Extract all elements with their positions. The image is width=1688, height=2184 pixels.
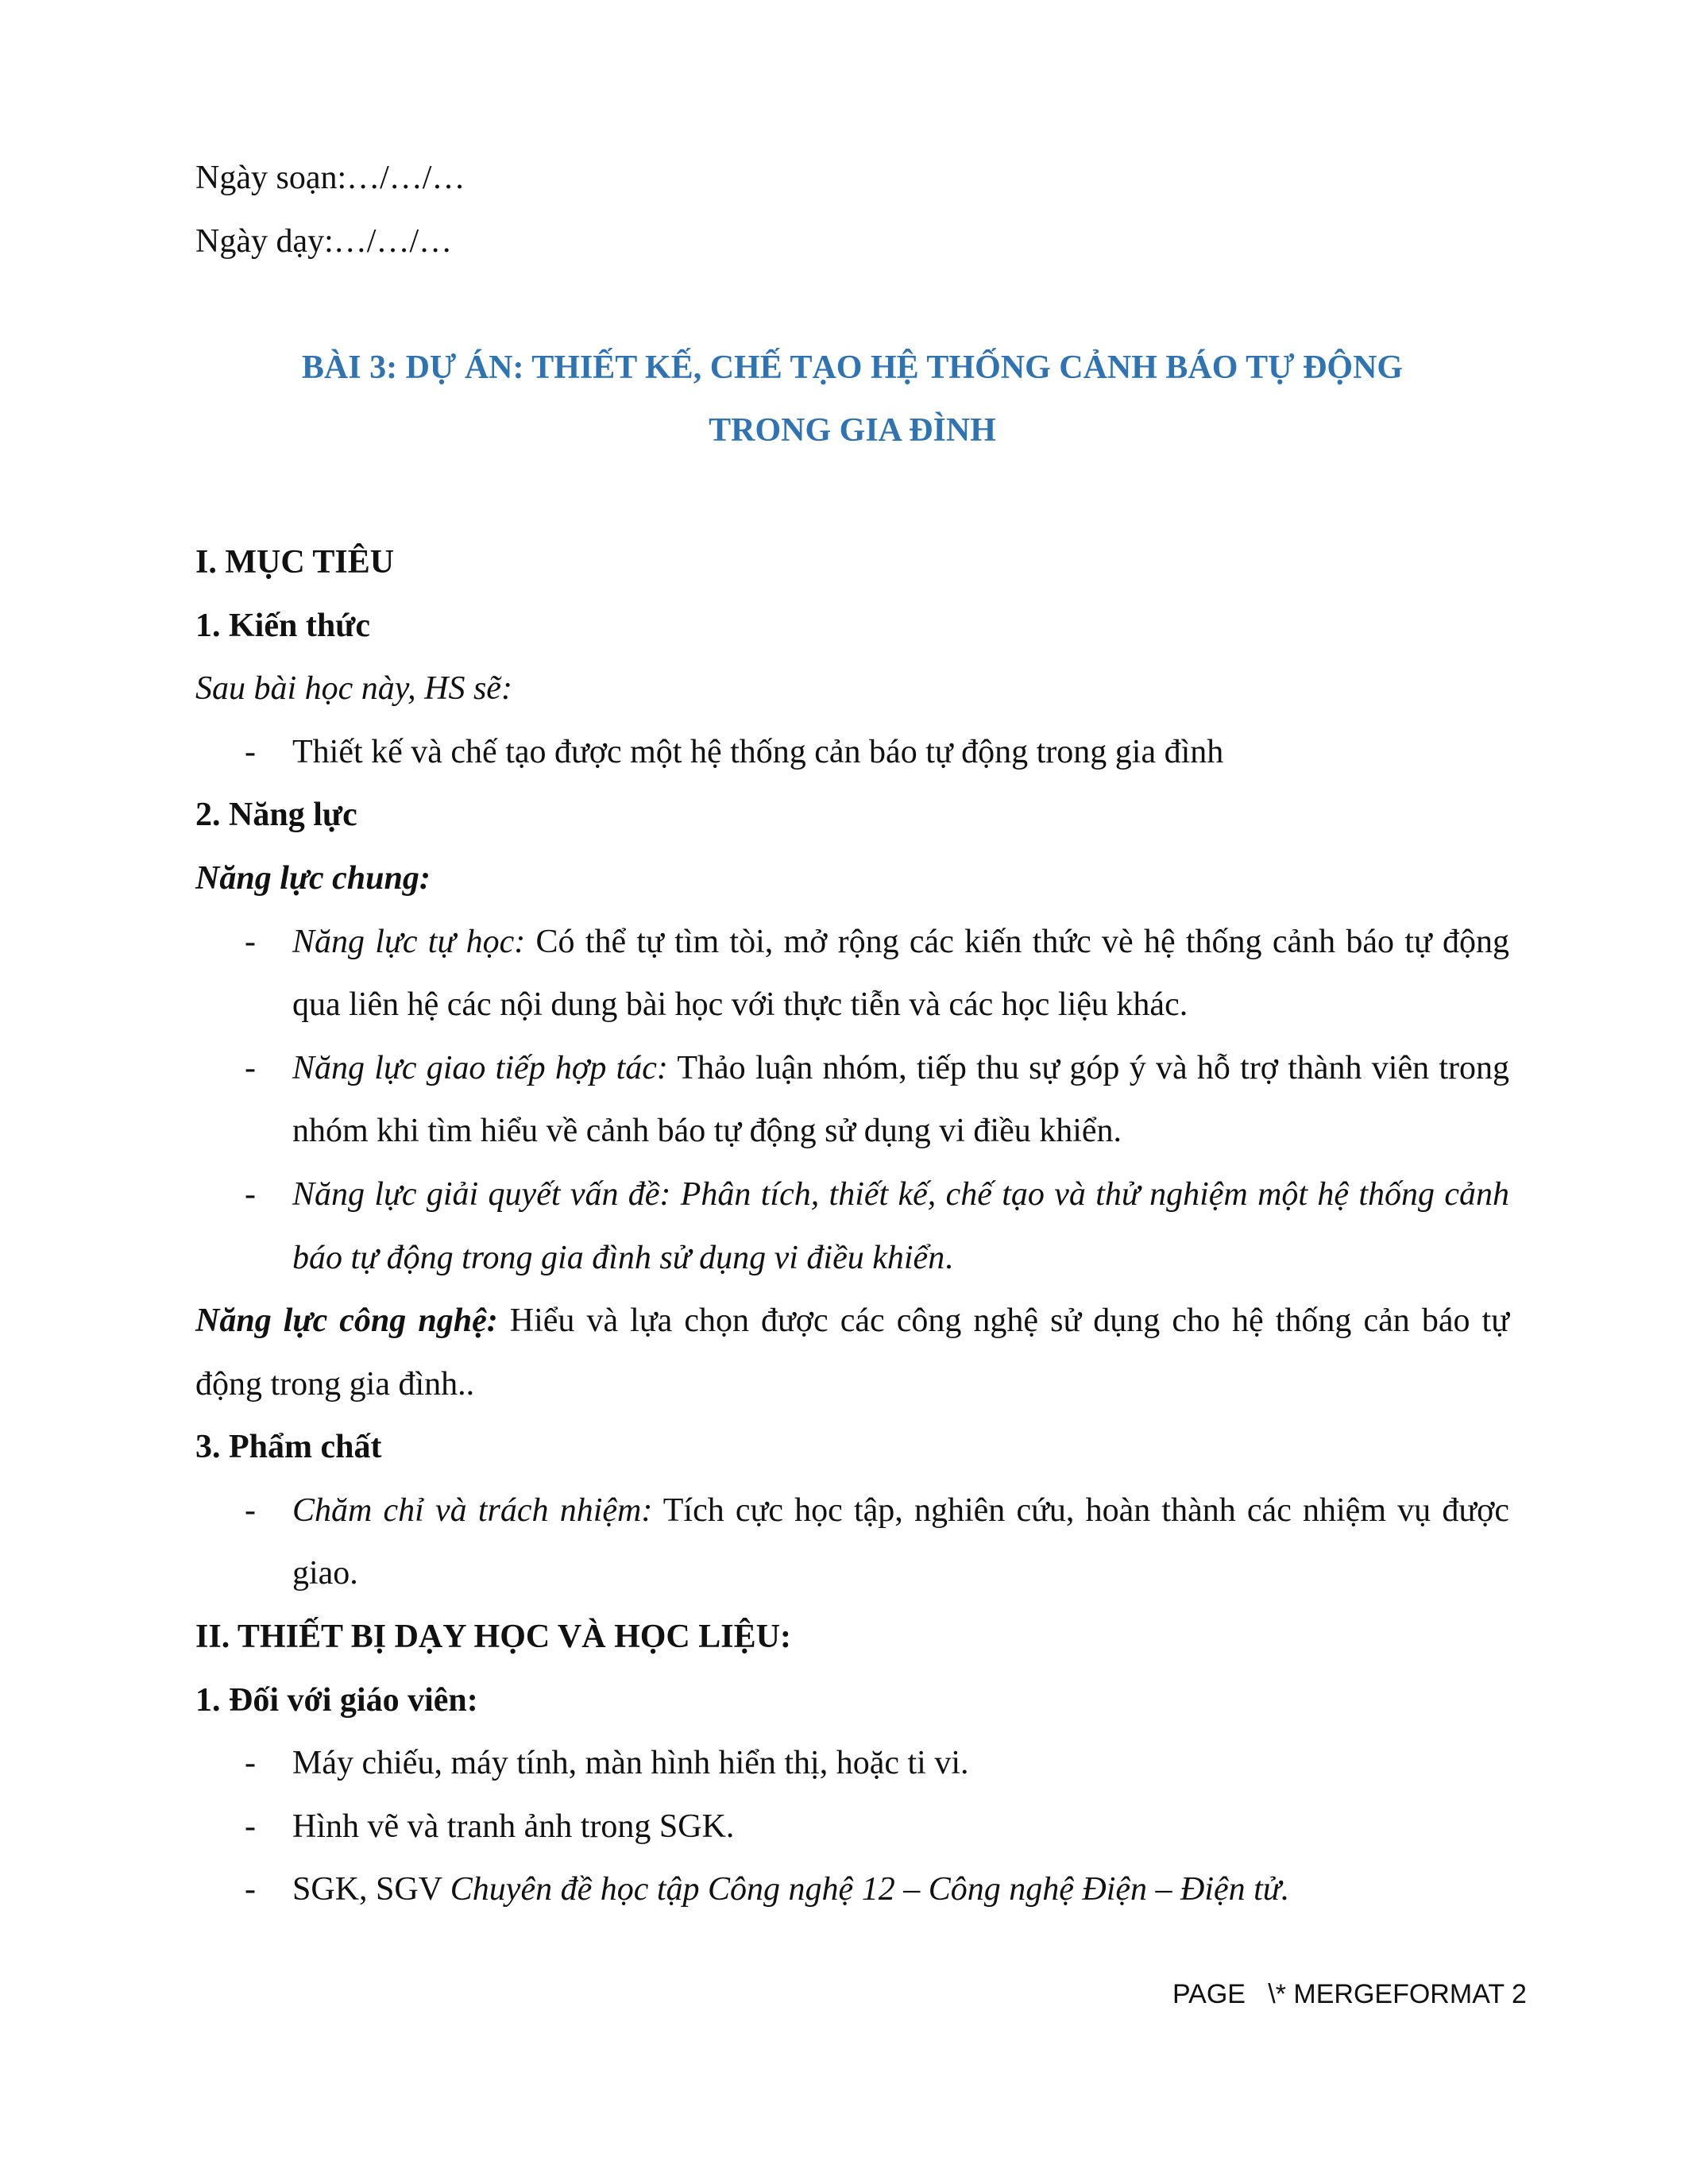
list-item <box>195 721 1509 785</box>
list-item-text: Máy chiếu, máy tính, màn hình hiển thị, hoặc ti vi. <box>292 1745 969 1782</box>
list-item <box>195 1796 1509 1859</box>
bullet-dash: - <box>245 733 256 770</box>
list-item <box>195 1480 1509 1606</box>
list-item-text: . <box>944 1239 953 1276</box>
list-item-label: Năng lực giải quyết vấn đề: Phân tích, thiết kế, chế tạo và thử nghiệm một hệ thống cảnh báo tự động trong gia đình sử dụng vi điều khiển <box>292 1175 1509 1276</box>
list-item-text: Thảo luận nhóm, tiếp thu sự góp ý và hỗ trợ thành viên trong nhóm khi tìm hiểu về cảnh báo tự động sử dụng vi điều khiển. <box>292 1049 1510 1150</box>
bullet-dash: - <box>245 1491 256 1529</box>
list-item <box>195 1732 1509 1796</box>
subheading-competence: 2. Năng lực <box>195 797 357 834</box>
list-item-text: Tích cực học tập, nghiên cứu, hoàn thành các nhiệm vụ được giao. <box>292 1491 1509 1592</box>
bullet-dash: - <box>245 1745 256 1782</box>
section-heading-equipment: II. THIẾT BỊ DẠY HỌC VÀ HỌC LIỆU: <box>195 1619 791 1656</box>
page-footer: PAGE \* MERGEFORMAT 2 <box>1172 1979 1527 2009</box>
knowledge-intro: Sau bài học này, HS sẽ: <box>195 670 512 708</box>
section-heading-objectives: I. MỤC TIÊU <box>195 543 395 581</box>
bullet-dash: - <box>245 1049 256 1086</box>
technology-competence <box>195 1290 1509 1416</box>
list-item-text: SGK, SGV <box>292 1871 450 1908</box>
lesson-title-line1: BÀI 3: DỰ ÁN: THIẾT KẾ, CHẾ TẠO HỆ THỐNG CẢNH BÁO TỰ ĐỘNG <box>301 349 1404 386</box>
list-item-label: Chăm chỉ và trách nhiệm: <box>292 1491 653 1529</box>
list-item-label: Năng lực giao tiếp hợp tác: <box>292 1049 668 1086</box>
bullet-dash: - <box>245 1175 256 1213</box>
technology-competence-text: Hiểu và lựa chọn được các công nghệ sử dụng cho hệ thống cản báo tự động trong gia đình.. <box>195 1302 1509 1403</box>
date-taught: Ngày dạy:…/…/… <box>195 222 453 260</box>
subheading-qualities: 3. Phẩm chất <box>195 1429 382 1466</box>
subheading-knowledge: 1. Kiến thức <box>195 607 371 644</box>
document-page <box>195 147 1509 1922</box>
technology-competence-label: Năng lực công nghệ: <box>195 1302 498 1340</box>
list-item <box>195 1037 1509 1163</box>
list-item <box>195 1858 1509 1922</box>
subheading-teacher: 1. Đối với giáo viên: <box>195 1681 478 1719</box>
list-item-label: Năng lực tự học: <box>292 923 526 960</box>
list-item-italic-text: Chuyên đề học tập Công nghệ 12 – Công nghệ Điện – Điện tử. <box>450 1871 1290 1908</box>
general-competence-heading: Năng lực chung: <box>195 859 431 897</box>
list-item-text: Thiết kế và chế tạo được một hệ thống cản báo tự động trong gia đình <box>292 733 1224 770</box>
lesson-title-line2: TRONG GIA ĐÌNH <box>709 412 996 450</box>
bullet-dash: - <box>245 1871 256 1908</box>
date-prepared: Ngày soạn:…/…/… <box>195 160 465 196</box>
list-item-text: Hình vẽ và tranh ảnh trong SGK. <box>292 1808 735 1845</box>
list-item-text: Có thể tự tìm tòi, mở rộng các kiến thức vè hệ thống cảnh báo tự động qua liên hệ các nội dung bài học với thực tiễn và các học liệu khác. <box>292 923 1509 1024</box>
list-item <box>195 1163 1509 1290</box>
bullet-dash: - <box>245 923 256 960</box>
bullet-dash: - <box>245 1808 256 1845</box>
list-item <box>195 911 1509 1037</box>
